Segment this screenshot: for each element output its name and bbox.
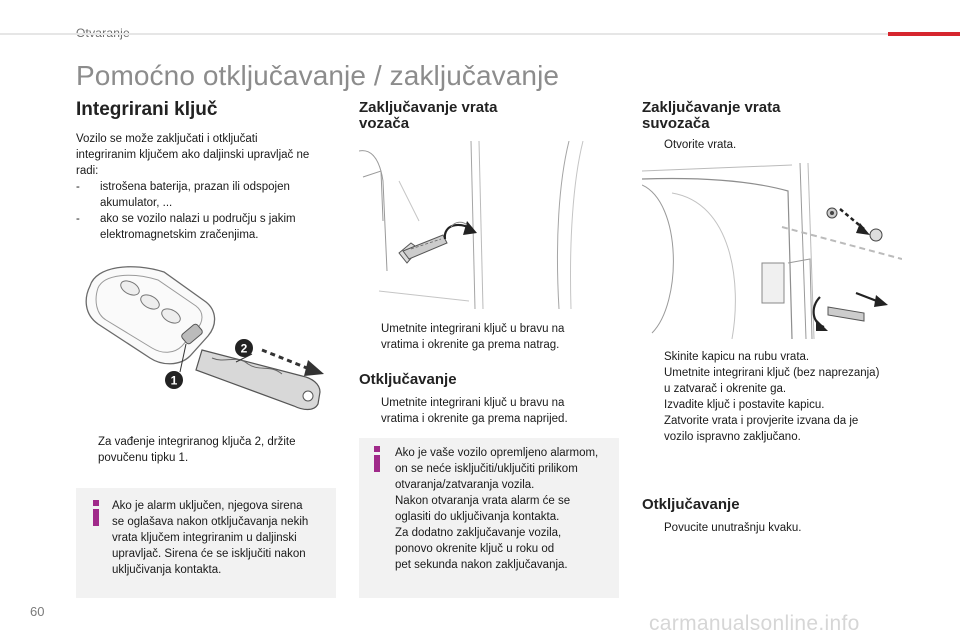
column-integrated-key bbox=[76, 99, 346, 243]
key-fob-illustration bbox=[76, 258, 338, 424]
column-driver-door bbox=[359, 100, 619, 132]
info-icon bbox=[86, 500, 106, 526]
list-item: - ako se vozilo nalazi u području s jakim elektromagnetskim zračenjima. bbox=[76, 213, 296, 241]
callout-1: 1 bbox=[170, 373, 178, 388]
page-number: 60 bbox=[30, 604, 45, 619]
page-title: Pomoćno otključavanje / zaključavanje bbox=[76, 60, 560, 91]
step-driver-unlock: Umetnite integrirani ključ u bravu na vratima i okrenite ga prema naprijed. bbox=[381, 397, 568, 425]
callout-2: 2 bbox=[240, 341, 248, 356]
step-driver-lock: Umetnite integrirani ključ u bravu na vratima i okrenite ga prema natrag. bbox=[381, 323, 565, 351]
info-text-alarm: Ako je alarm uključen, njegova sirena se oglašava nakon otključavanja nekih vrata ključem integriranim u daljinski upravljač. Sirena će se isključiti nakon uključivanja kontakta. bbox=[112, 500, 309, 576]
list-item: Umetnite integrirani ključ (bez naprezanja) u zatvarač i okrenite ga. bbox=[664, 367, 880, 395]
column-passenger-door bbox=[642, 100, 892, 132]
header-rule bbox=[0, 33, 960, 35]
header-accent-bar bbox=[888, 32, 960, 36]
heading-driver-door: Zaključavanje vrata vozača bbox=[359, 99, 498, 132]
heading-integrated-key: Integrirani ključ bbox=[76, 99, 218, 120]
list-item: Zatvorite vrata i provjerite izvana da je vozilo ispravno zaključano. bbox=[664, 415, 859, 443]
heading-unlock-driver: Otključavanje bbox=[359, 371, 457, 388]
passenger-door-illustration bbox=[642, 163, 902, 339]
watermark: carmanualsonline.info bbox=[649, 612, 860, 635]
info-text-alarm-vehicle: Ako je vaše vozilo opremljeno alarmom, on se neće isključiti/uključiti prilikom otvaranja/zatvaranja vozila. Nakon otvaranja vrata alarm će se oglasiti do uključivanja kontakta. Za dodatno zaključavanje vozila, ponovo okrenite ključ u roku od pet sekunda nakon zaključavanja. bbox=[395, 447, 599, 571]
intro-paragraph: Vozilo se može zaključati i otključati integriranim ključem ako daljinski upravljač ne radi: bbox=[76, 133, 310, 177]
heading-unlock-passenger: Otključavanje bbox=[642, 496, 740, 513]
info-icon bbox=[367, 446, 387, 472]
step-passenger-unlock: Povucite unutrašnju kvaku. bbox=[664, 522, 802, 534]
list-item: Skinite kapicu na rubu vrata. bbox=[664, 351, 810, 363]
driver-door-illustration bbox=[359, 141, 619, 309]
heading-passenger-door: Zaključavanje vrata suvozača bbox=[642, 99, 781, 132]
step-extract-key: Za vađenje integriranog ključa 2, držite povučenu tipku 1. bbox=[98, 436, 296, 464]
passenger-steps-list bbox=[642, 349, 942, 445]
list-item: - istrošena baterija, prazan ili odspojen akumulator, ... bbox=[76, 181, 290, 209]
list-item: Izvadite ključ i postavite kapicu. bbox=[664, 399, 825, 411]
step-open-door: Otvorite vrata. bbox=[664, 139, 737, 151]
